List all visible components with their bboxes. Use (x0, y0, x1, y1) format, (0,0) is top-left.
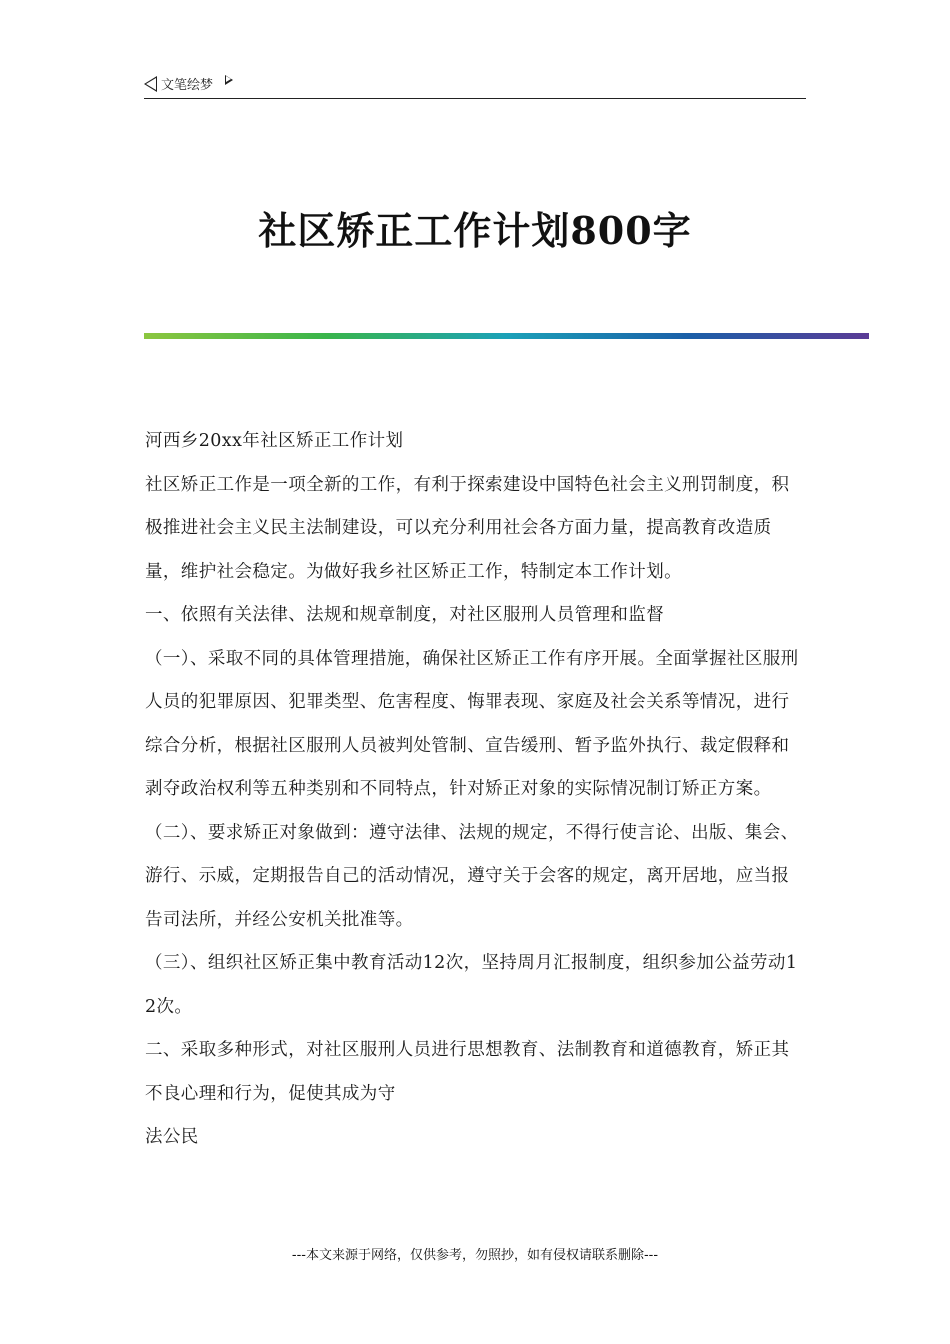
brand-name: 文笔绘梦 (161, 78, 214, 93)
paragraph: （一）、采取不同的具体管理措施，确保社区矫正工作有序开展。全面掌握社区服刑人员的犯罪原因、犯罪类型、危害程度、悔罪表现、家庭及社会关系等情况，进行综合分析，根据社区服刑人员被判处管制、宣告缓刑、暂予监外执行、裁定假释和剥夺政治权利等五种类别和不同特点，针对矫正对象的实际情况制订矫正方案。 (145, 648, 799, 799)
page-header (144, 72, 806, 99)
paragraph: 河西乡20xx年社区矫正工作计划 (145, 431, 404, 451)
triangle-right-icon (225, 75, 233, 85)
document-title: 社区矫正工作计划800字 (258, 208, 692, 253)
paragraph: 二、采取多种形式，对社区服刑人员进行思想教育、法制教育和道德教育，矫正其不良心理和行为，促使其成为守 (145, 1040, 790, 1104)
paragraph: 一、依照有关法律、法规和规章制度，对社区服刑人员管理和监督 (145, 605, 665, 625)
footer-notice: ---本文来源于网络，仅供参考，勿照抄，如有侵权请联系删除--- (291, 1248, 659, 1263)
paragraph: 社区矫正工作是一项全新的工作，有利于探索建设中国特色社会主义刑罚制度，积极推进社会主义民主法制建设，可以充分利用社会各方面力量，提高教育改造质量，维护社会稳定。为做好我乡社区矫正工作，特制定本工作计划。 (145, 474, 790, 582)
triangle-left-icon (144, 76, 157, 92)
paragraph: （三）、组织社区矫正集中教育活动12次，坚持周月汇报制度，组织参加公益劳动12次。 (145, 953, 798, 1017)
document-body (145, 420, 807, 1160)
paragraph: 法公民 (145, 1127, 199, 1147)
header-brand (144, 74, 233, 93)
paragraph: （二）、要求矫正对象做到：遵守法律、法规的规定，不得行使言论、出版、集会、游行、示威，定期报告自己的活动情况，遵守关于会客的规定，离开居地，应当报告司法所，并经公安机关批准等。 (145, 822, 799, 930)
title-divider (144, 333, 869, 339)
